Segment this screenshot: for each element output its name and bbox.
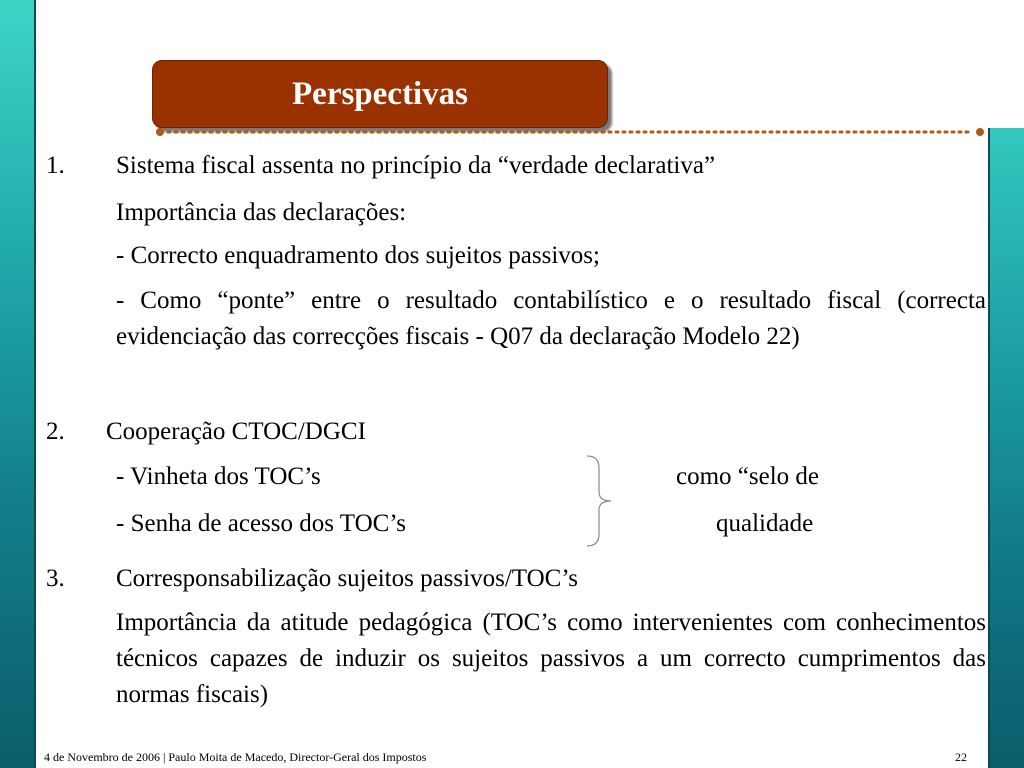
item-2-heading: Cooperação CTOC/DGCI [106,418,366,445]
item-3-heading: Corresponsabilização sujeitos passivos/TOC’s [116,565,578,592]
item-1-sub-1: Importância das declarações: [116,199,407,226]
item-1-heading: Sistema fiscal assenta no princípio da “verdade declarativa” [116,152,716,179]
page-number: 22 [955,750,967,764]
item-1-sub-3: - Como “ponte” entre o resultado contabilístico e o resultado fiscal (correcta evidenciação das correcções fiscais - Q07 da declaração Modelo 22) [116,287,986,350]
right-decorative-bar [988,128,1024,768]
slide-title-box [152,60,608,128]
brace-note-line-2: qualidade [716,510,814,537]
footer-text: 4 de Novembro de 2006 | Paulo Moita de Macedo, Director-Geral dos Impostos [44,750,427,764]
item-2-number: 2. [46,418,65,445]
item-2-sub-2: - Senha de acesso dos TOC’s [116,510,407,537]
item-3-number: 3. [46,565,65,592]
item-1-number: 1. [46,152,65,179]
left-decorative-bar [0,0,36,768]
brace-note-line-1: como “selo de [676,463,820,490]
right-brace-icon [585,454,615,548]
item-1-sub-2: - Correcto enquadramento dos sujeitos passivos; [116,242,600,269]
dotted-divider [156,128,984,136]
item-2-sub-1: - Vinheta dos TOC’s [116,463,321,490]
item-3-sub-1: Importância da atitude pedagógica (TOC’s como intervenientes com conhecimentos técnicos capazes de induzir os sujeitos passivos a um correcto cumprimentos das normas fiscais) [116,609,986,708]
slide-title: Perspectivas [292,75,468,112]
